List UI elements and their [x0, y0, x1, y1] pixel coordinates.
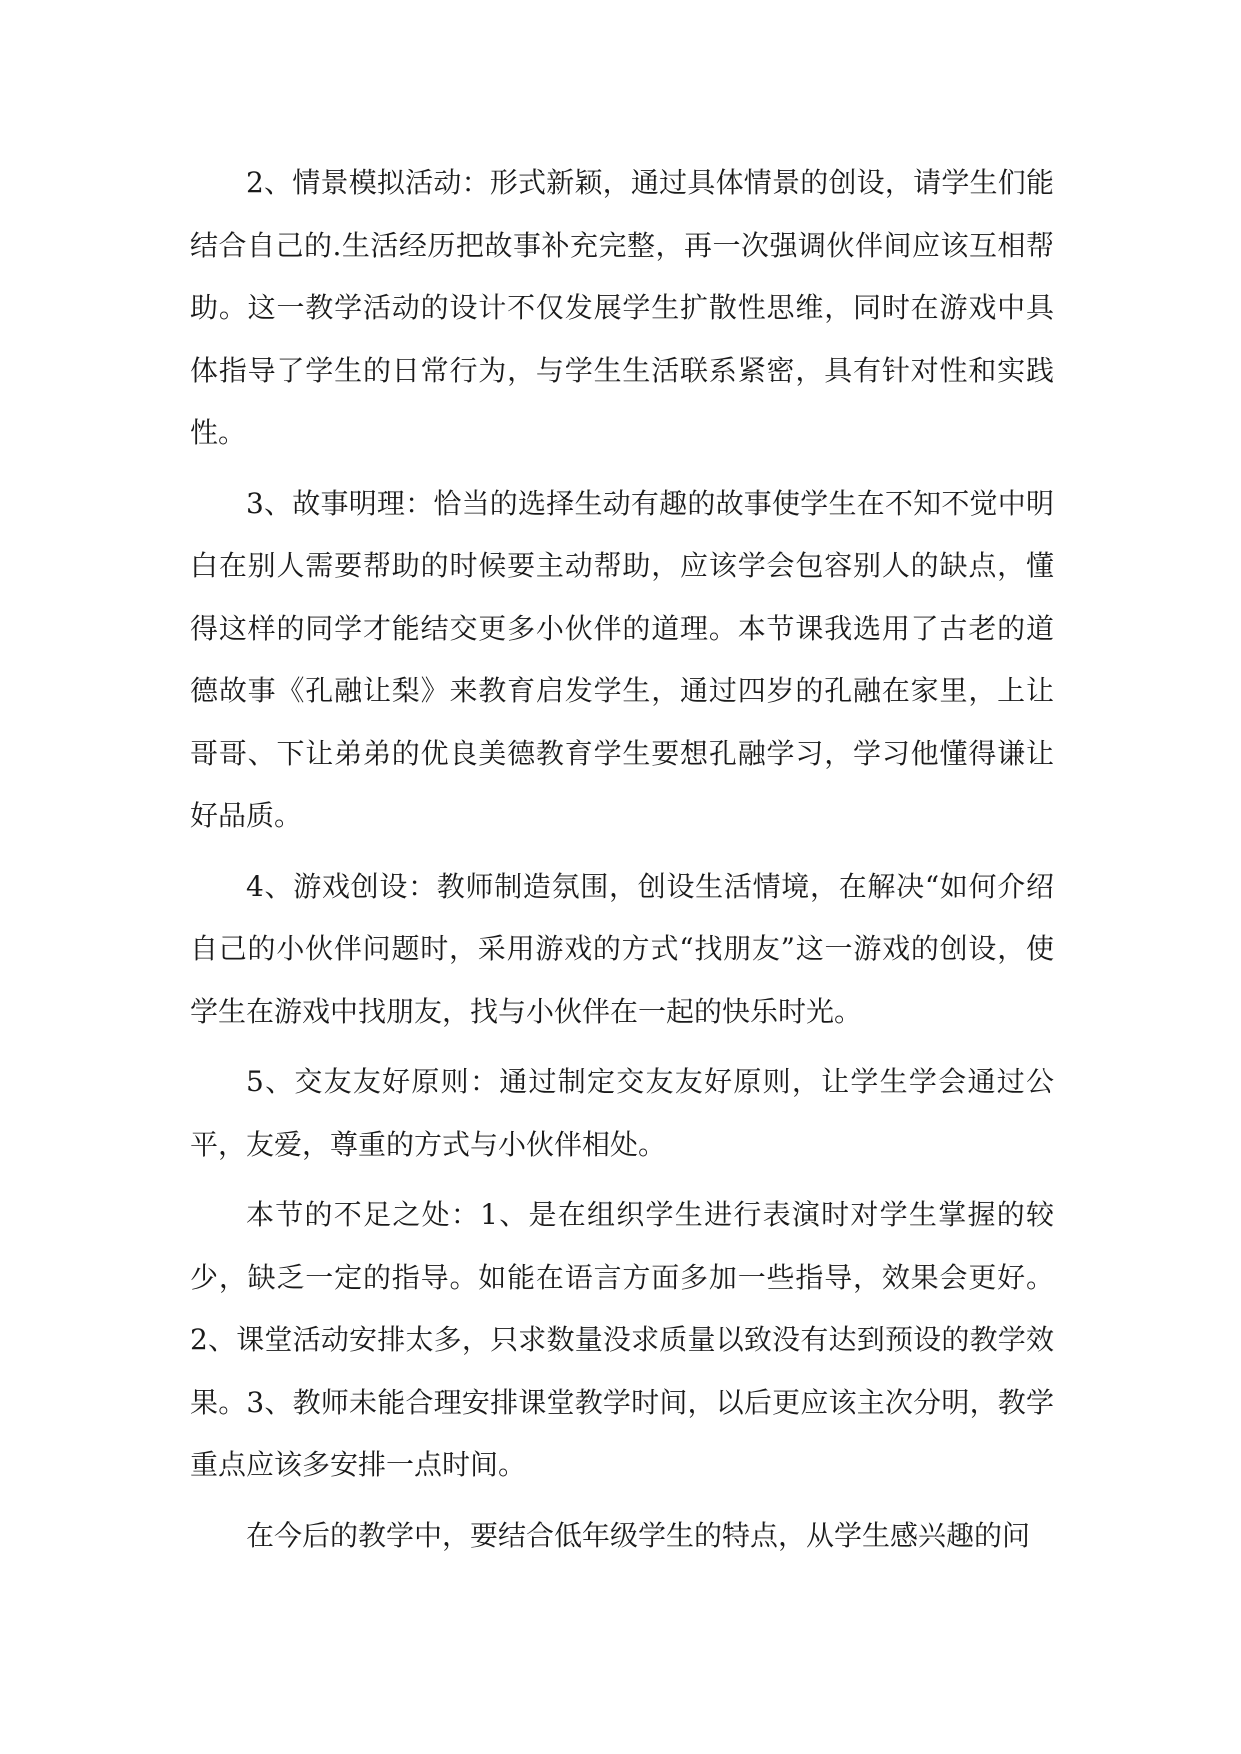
paragraph-game-design: 4、游戏创设：教师制造氛围，创设生活情境，在解决“如何介绍自己的小伙伴问题时，采用游戏的方式“找朋友”这一游戏的创设，使学生在游戏中找朋友，找与小伙伴在一起的快乐时光。	[190, 869, 1054, 1028]
paragraph-shortcomings: 本节的不足之处：1、是在组织学生进行表演时对学生掌握的较少，缺乏一定的指导。如能在语言方面多加一些指导，效果会更好。2、课堂活动安排太多，只求数量没求质量以致没有达到预设的教学效果。3、教师未能合理安排课堂教学时间，以后更应该主次分明，教学重点应该多安排一点时间。	[190, 1198, 1054, 1481]
paragraph-scenario-simulation: 2、情景模拟活动：形式新颖，通过具体情景的创设，请学生们能结合自己的.生活经历把故事补充完整，再一次强调伙伴间应该互相帮助。这一教学活动的设计不仅发展学生扩散性思维，同时在游戏中具体指导了学生的日常行为，与学生生活联系紧密，具有针对性和实践性。	[190, 166, 1054, 449]
paragraph-friendship-principle: 5、交友友好原则：通过制定交友友好原则，让学生学会通过公平，友爱，尊重的方式与小伙伴相处。	[190, 1065, 1054, 1161]
paragraph-future-teaching: 在今后的教学中，要结合低年级学生的特点，从学生感兴趣的问	[246, 1518, 1031, 1552]
document-body	[190, 152, 1054, 1575]
paragraph-story-lesson: 3、故事明理：恰当的选择生动有趣的故事使学生在不知不觉中明白在别人需要帮助的时候要主动帮助，应该学会包容别人的缺点，懂得这样的同学才能结交更多小伙伴的道理。本节课我选用了古老的道德故事《孔融让梨》来教育启发学生，通过四岁的孔融在家里，上让哥哥、下让弟弟的优良美德教育学生要想孔融学习，学习他懂得谦让好品质。	[190, 486, 1054, 832]
